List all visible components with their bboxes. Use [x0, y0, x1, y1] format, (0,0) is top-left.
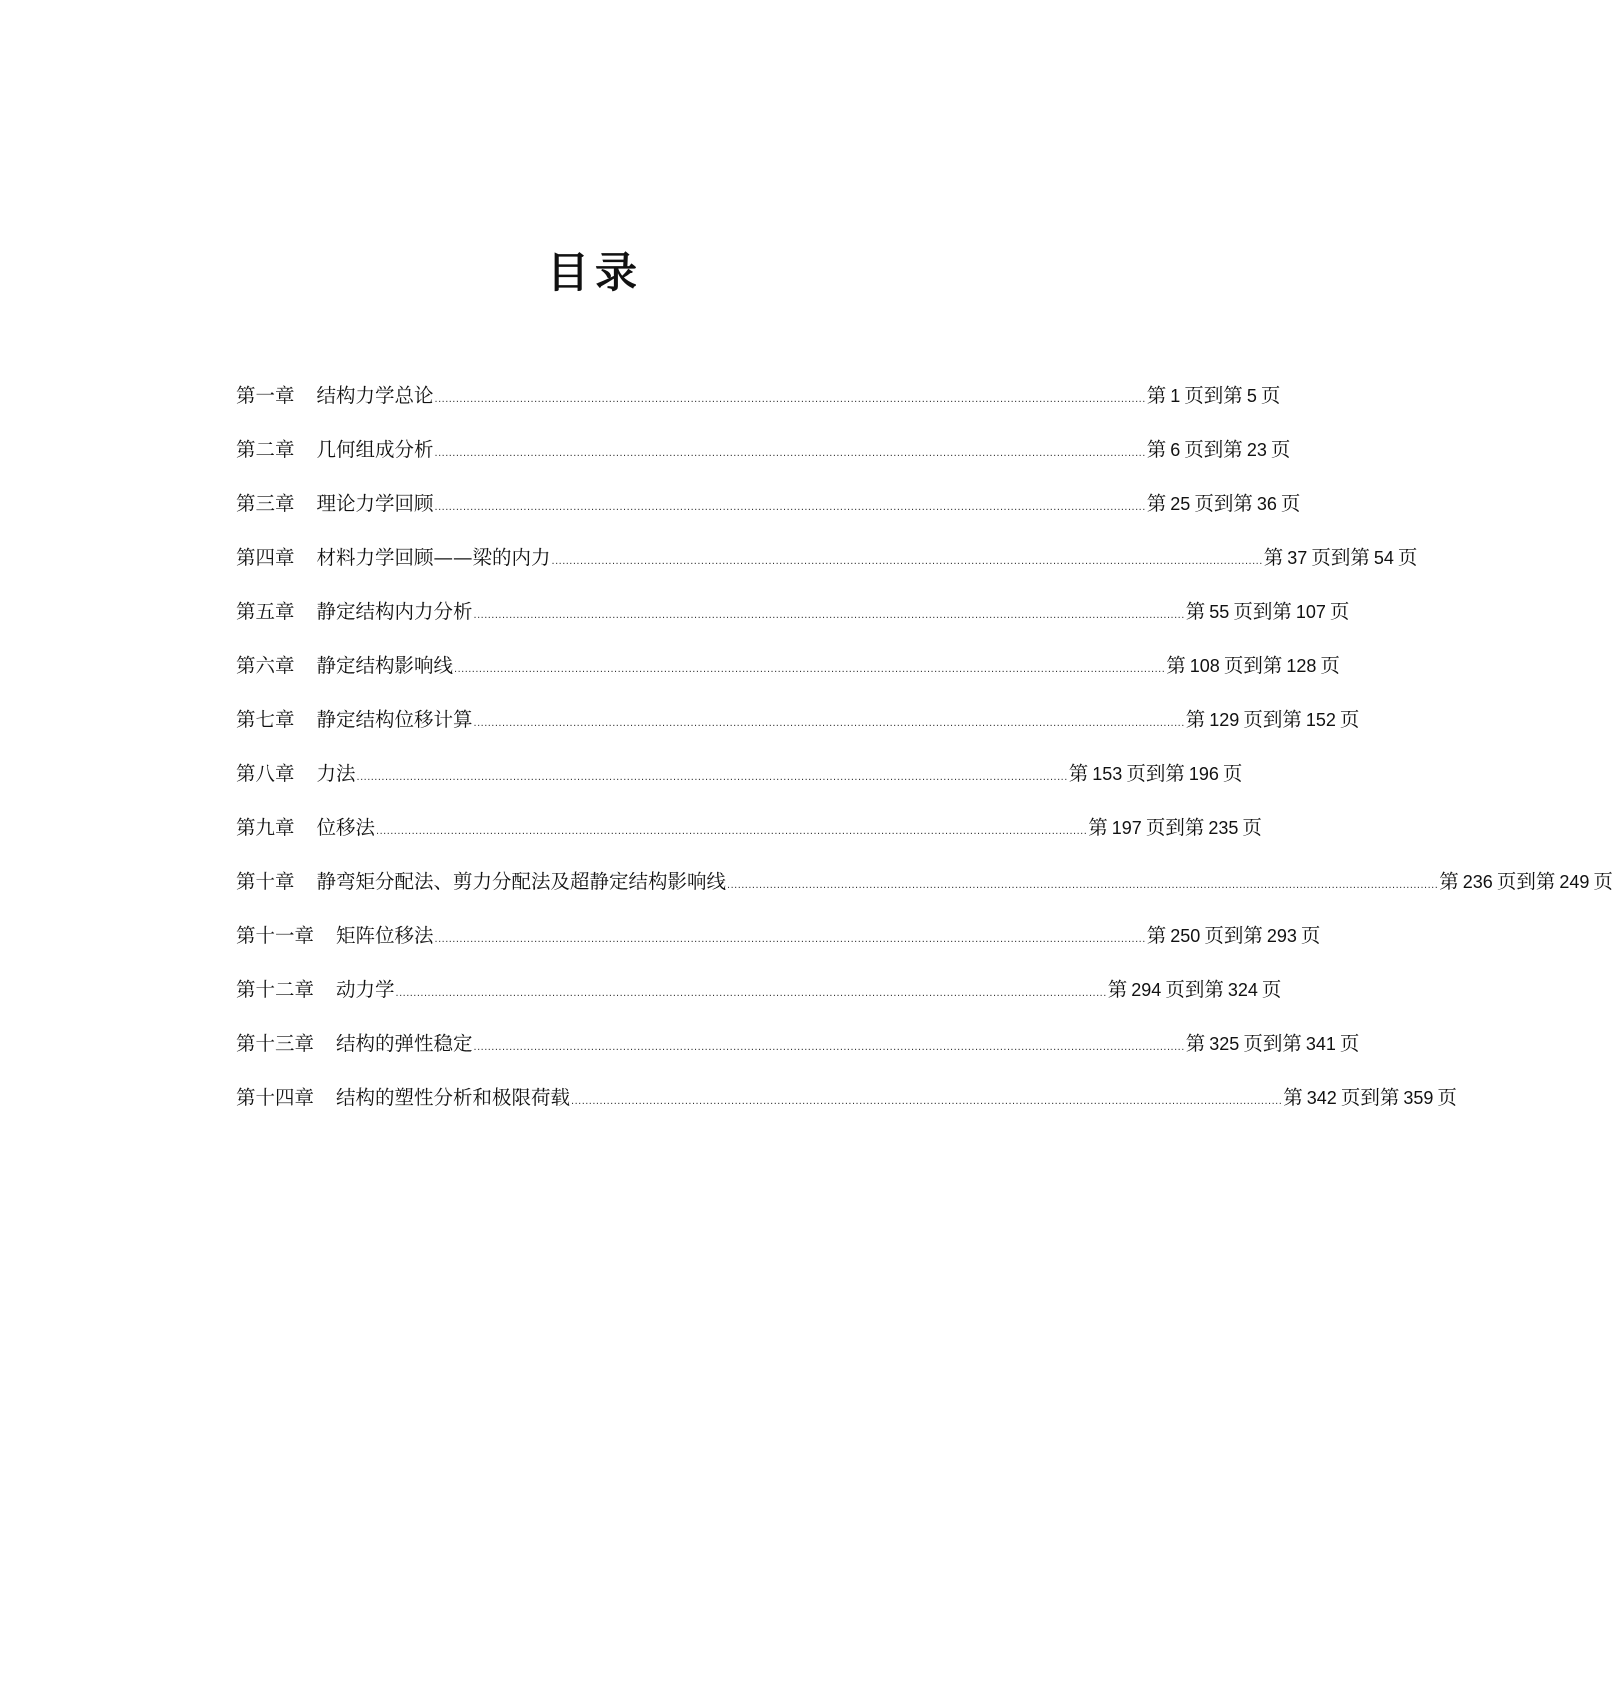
chapter-number: 第五章 [236, 600, 295, 623]
start-page: 325 [1209, 1034, 1240, 1054]
dot-leader: ........................................................................................................................................................................................................ [434, 447, 1146, 459]
page-range [1147, 920, 1321, 948]
dot-leader: ........................................................................................................................................................................................................ [551, 555, 1263, 567]
page-range [1069, 758, 1243, 786]
start-page: 129 [1209, 710, 1240, 730]
end-page: 23 [1246, 440, 1267, 460]
chapter-title: 静定结构影响线 [316, 654, 454, 677]
page-range [1186, 704, 1360, 732]
page-range [1439, 866, 1613, 894]
page-suffix: 页 [1261, 978, 1282, 1001]
page-suffix: 页 [1339, 708, 1360, 731]
page-range [1264, 542, 1418, 570]
page-prefix: 第 [1146, 438, 1167, 461]
chapter-number: 第三章 [236, 492, 295, 515]
page-title: 目录 [546, 248, 643, 297]
end-page: 128 [1286, 656, 1317, 676]
chapter-number: 第四章 [236, 546, 295, 569]
chapter-number: 第十二章 [236, 978, 315, 1001]
page-prefix: 第 [1185, 600, 1206, 623]
page-suffix: 页 [1260, 384, 1281, 407]
chapter-number: 第九章 [236, 816, 295, 839]
chapter-title: 静弯矩分配法、剪力分配法及超静定结构影响线 [316, 870, 727, 893]
toc-entry [236, 434, 1291, 488]
page-prefix: 第 [1283, 1086, 1303, 1109]
page-suffix: 页 [1329, 600, 1350, 623]
start-page: 55 [1209, 602, 1230, 622]
end-page: 36 [1256, 494, 1277, 514]
dot-leader: ........................................................................................................................................................................................................ [376, 825, 1088, 837]
chapter-title: 材料力学回顾——梁的内力 [316, 546, 551, 569]
chapter-number: 第十四章 [236, 1086, 315, 1109]
chapter-title: 力法 [316, 762, 356, 785]
page-suffix: 页 [1222, 762, 1243, 785]
range-joiner: 页到第 [1223, 654, 1283, 677]
dot-leader: ........................................................................................................................................................................................................ [473, 609, 1185, 621]
start-page: 236 [1462, 872, 1493, 892]
chapter-number: 第一章 [236, 384, 295, 407]
end-page: 341 [1305, 1034, 1336, 1054]
chapter-title: 静定结构内力分析 [316, 600, 473, 623]
page-prefix: 第 [1146, 924, 1167, 947]
toc-entry [236, 596, 1350, 650]
start-page: 108 [1189, 656, 1220, 676]
page-suffix: 页 [1339, 1032, 1360, 1055]
end-page: 359 [1403, 1088, 1434, 1108]
chapter-title: 结构力学总论 [316, 384, 434, 407]
page-prefix: 第 [1146, 492, 1167, 515]
toc-entry [236, 866, 1613, 920]
page-prefix: 第 [1439, 870, 1459, 893]
range-joiner: 页到第 [1243, 1032, 1302, 1055]
chapter-title: 结构的弹性稳定 [336, 1032, 473, 1055]
page-range [1147, 380, 1281, 408]
page-range [1147, 488, 1301, 516]
toc-entry [236, 488, 1301, 542]
dot-leader: ........................................................................................................................................................................................................ [454, 663, 1166, 675]
range-joiner: 页到第 [1204, 924, 1263, 947]
end-page: 324 [1227, 980, 1258, 1000]
start-page: 1 [1170, 386, 1181, 406]
page-prefix: 第 [1146, 384, 1167, 407]
page-range [1186, 596, 1350, 624]
dot-leader: ........................................................................................................................................................................................................ [395, 987, 1107, 999]
dot-leader: ........................................................................................................................................................................................................ [473, 717, 1185, 729]
page-suffix: 页 [1593, 870, 1613, 893]
start-page: 6 [1170, 440, 1181, 460]
end-page: 293 [1266, 926, 1297, 946]
page-prefix: 第 [1107, 978, 1128, 1001]
dot-leader: ........................................................................................................................................................................................................ [434, 933, 1146, 945]
dot-leader: ........................................................................................................................................................................................................ [434, 393, 1146, 405]
dot-leader: ........................................................................................................................................................................................................ [571, 1095, 1283, 1107]
range-joiner: 页到第 [1165, 978, 1224, 1001]
page-range [1108, 974, 1282, 1002]
dot-leader: ........................................................................................................................................................................................................ [727, 879, 1439, 891]
page-range [1088, 812, 1262, 840]
start-page: 37 [1287, 548, 1308, 568]
dot-leader: ........................................................................................................................................................................................................ [434, 501, 1146, 513]
start-page: 197 [1111, 818, 1142, 838]
range-joiner: 页到第 [1145, 816, 1205, 839]
page-range [1283, 1082, 1457, 1110]
range-joiner: 页到第 [1243, 708, 1302, 731]
page-prefix: 第 [1088, 816, 1108, 839]
toc-entry [236, 1082, 1457, 1136]
start-page: 342 [1306, 1088, 1337, 1108]
page-range [1186, 1028, 1360, 1056]
end-page: 152 [1305, 710, 1336, 730]
toc-entry [236, 758, 1243, 812]
chapter-title: 矩阵位移法 [336, 924, 434, 947]
chapter-number: 第十章 [236, 870, 295, 893]
chapter-title: 几何组成分析 [316, 438, 434, 461]
range-joiner: 页到第 [1126, 762, 1185, 785]
end-page: 196 [1188, 764, 1219, 784]
chapter-number: 第十三章 [236, 1032, 315, 1055]
end-page: 235 [1208, 818, 1239, 838]
toc-entry [236, 1028, 1360, 1082]
table-of-contents [236, 380, 1613, 1136]
page-suffix: 页 [1397, 546, 1418, 569]
toc-entry [236, 812, 1262, 866]
start-page: 153 [1092, 764, 1123, 784]
chapter-number: 第八章 [236, 762, 295, 785]
toc-entry [236, 920, 1321, 974]
page-suffix: 页 [1300, 924, 1321, 947]
page-prefix: 第 [1185, 708, 1206, 731]
range-joiner: 页到第 [1340, 1086, 1400, 1109]
page-prefix: 第 [1166, 654, 1186, 677]
chapter-number: 第二章 [236, 438, 295, 461]
range-joiner: 页到第 [1311, 546, 1370, 569]
dot-leader: ........................................................................................................................................................................................................ [356, 771, 1068, 783]
start-page: 294 [1131, 980, 1162, 1000]
chapter-number: 第十一章 [236, 924, 315, 947]
end-page: 107 [1295, 602, 1326, 622]
toc-entry [236, 704, 1360, 758]
toc-entry [236, 974, 1282, 1028]
start-page: 250 [1170, 926, 1201, 946]
chapter-title: 静定结构位移计算 [316, 708, 473, 731]
range-joiner: 页到第 [1496, 870, 1556, 893]
start-page: 25 [1170, 494, 1191, 514]
chapter-title: 位移法 [316, 816, 376, 839]
page-range [1166, 650, 1340, 678]
end-page: 54 [1373, 548, 1394, 568]
page-suffix: 页 [1270, 438, 1291, 461]
page-suffix: 页 [1280, 492, 1301, 515]
chapter-number: 第七章 [236, 708, 295, 731]
range-joiner: 页到第 [1184, 384, 1243, 407]
chapter-title: 动力学 [336, 978, 395, 1001]
page-prefix: 第 [1068, 762, 1089, 785]
range-joiner: 页到第 [1184, 438, 1243, 461]
page-prefix: 第 [1185, 1032, 1206, 1055]
toc-entry [236, 650, 1340, 704]
toc-entry [236, 380, 1281, 434]
chapter-number: 第六章 [236, 654, 295, 677]
range-joiner: 页到第 [1194, 492, 1253, 515]
page-prefix: 第 [1263, 546, 1284, 569]
page-suffix: 页 [1437, 1086, 1457, 1109]
end-page: 5 [1246, 386, 1257, 406]
page-suffix: 页 [1242, 816, 1262, 839]
dot-leader: ........................................................................................................................................................................................................ [473, 1041, 1185, 1053]
chapter-title: 理论力学回顾 [316, 492, 434, 515]
page-range [1147, 434, 1291, 462]
chapter-title: 结构的塑性分析和极限荷载 [336, 1086, 571, 1109]
range-joiner: 页到第 [1233, 600, 1292, 623]
page-suffix: 页 [1320, 654, 1340, 677]
toc-entry [236, 542, 1418, 596]
end-page: 249 [1559, 872, 1590, 892]
